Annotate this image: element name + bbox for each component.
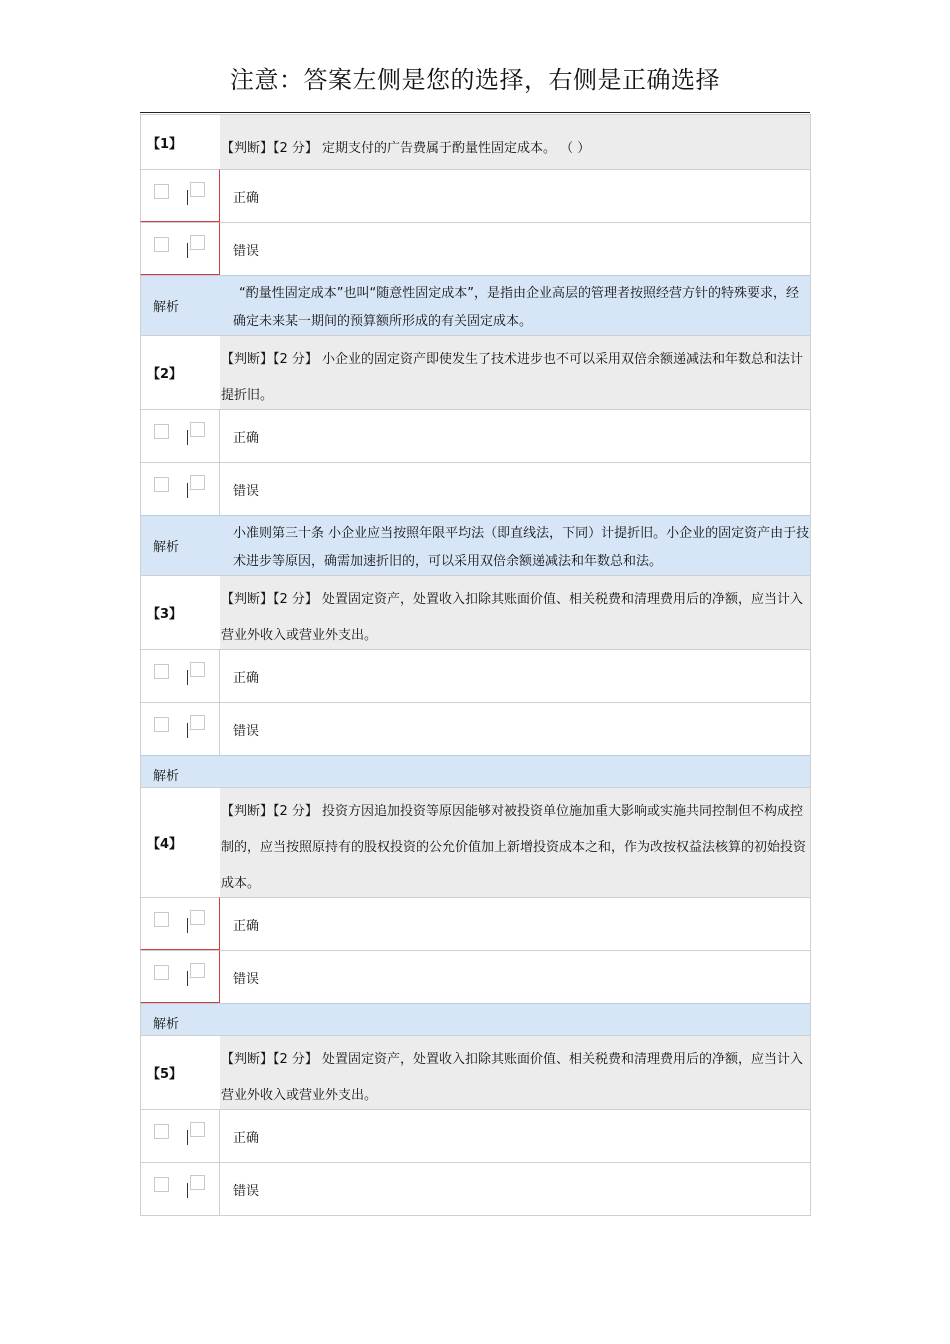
question-text: 【判断】【2 分】 处置固定资产，处置收入扣除其账面价值、相关税费和清理费用后的净额，应当计入营业外收入或营业外支出。 [220, 1035, 810, 1109]
explanation-row [140, 515, 810, 575]
option-row[interactable] [140, 897, 810, 950]
flag-icon [187, 235, 207, 261]
question-text: 【判断】【2 分】 处置固定资产，处置收入扣除其账面价值、相关税费和清理费用后的净额，应当计入营业外收入或营业外支出。 [220, 575, 810, 649]
flag-icon [187, 715, 207, 741]
page-title: 注意：答案左侧是您的选择，右侧是正确选择 [230, 66, 720, 94]
question-row [140, 575, 810, 649]
flag-icon [187, 182, 207, 208]
flag-icon [187, 1175, 207, 1201]
question-number: 【2】 [140, 335, 220, 409]
your-choice-checkbox[interactable] [154, 184, 169, 199]
option-label: 正确 [220, 1109, 810, 1162]
question-text: 【判断】【2 分】 小企业的固定资产即使发生了技术进步也不可以采用双倍余额递减法和年数总和法计提折旧。 [220, 335, 810, 409]
flag-icon [187, 422, 207, 448]
option-row[interactable] [140, 222, 810, 275]
your-choice-checkbox[interactable] [154, 717, 169, 732]
answer-marks [140, 169, 220, 222]
question-number: 【1】 [140, 114, 220, 169]
answer-marks [140, 649, 220, 702]
quiz-table [140, 114, 811, 1216]
question-row [140, 114, 810, 169]
answer-marks [140, 1109, 220, 1162]
your-choice-checkbox[interactable] [154, 424, 169, 439]
your-choice-checkbox[interactable] [154, 965, 169, 980]
option-row[interactable] [140, 649, 810, 702]
explanation-label: 解析 [140, 755, 220, 787]
flag-icon [187, 963, 207, 989]
answer-marks [140, 702, 220, 755]
question-row [140, 1035, 810, 1109]
option-row[interactable] [140, 702, 810, 755]
option-row[interactable] [140, 409, 810, 462]
explanation-row [140, 275, 810, 335]
flag-icon [187, 662, 207, 688]
explanation-text: 小准则第三十条 小企业应当按照年限平均法（即直线法，下同）计提折旧。小企业的固定资产由于技术进步等原因，确需加速折旧的，可以采用双倍余额递减法和年数总和法。 [220, 515, 810, 575]
answer-marks [140, 462, 220, 515]
option-label: 正确 [220, 409, 810, 462]
your-choice-checkbox[interactable] [154, 477, 169, 492]
answer-marks [140, 950, 220, 1003]
explanation-row [140, 755, 810, 787]
explanation-text [220, 755, 810, 787]
option-row[interactable] [140, 1162, 810, 1215]
question-text: 【判断】【2 分】 投资方因追加投资等原因能够对被投资单位施加重大影响或实施共同控制但不构成控制的，应当按照原持有的股权投资的公允价值加上新增投资成本之和，作为改按权益法核算的初始投资成本。 [220, 787, 810, 897]
option-label: 错误 [220, 1162, 810, 1215]
option-row[interactable] [140, 169, 810, 222]
explanation-row [140, 1003, 810, 1035]
question-number: 【5】 [140, 1035, 220, 1109]
answer-marks [140, 222, 220, 275]
question-row [140, 335, 810, 409]
your-choice-checkbox[interactable] [154, 664, 169, 679]
question-number: 【4】 [140, 787, 220, 897]
option-row[interactable] [140, 1109, 810, 1162]
your-choice-checkbox[interactable] [154, 237, 169, 252]
question-text: 【判断】【2 分】 定期支付的广告费属于酌量性固定成本。 （ ） [220, 114, 810, 169]
your-choice-checkbox[interactable] [154, 1177, 169, 1192]
title-divider [140, 112, 810, 113]
option-row[interactable] [140, 462, 810, 515]
flag-icon [187, 910, 207, 936]
option-label: 正确 [220, 649, 810, 702]
explanation-text [220, 1003, 810, 1035]
flag-icon [187, 475, 207, 501]
option-label: 错误 [220, 950, 810, 1003]
option-row[interactable] [140, 950, 810, 1003]
explanation-text: “酌量性固定成本”也叫“随意性固定成本”，是指由企业高层的管理者按照经营方针的特殊要求，经确定未来某一期间的预算额所形成的有关固定成本。 [220, 275, 810, 335]
option-label: 正确 [220, 897, 810, 950]
explanation-label: 解析 [140, 515, 220, 575]
answer-marks [140, 409, 220, 462]
your-choice-checkbox[interactable] [154, 1124, 169, 1139]
answer-marks [140, 897, 220, 950]
explanation-label: 解析 [140, 275, 220, 335]
option-label: 正确 [220, 169, 810, 222]
question-number: 【3】 [140, 575, 220, 649]
option-label: 错误 [220, 462, 810, 515]
option-label: 错误 [220, 702, 810, 755]
question-row [140, 787, 810, 897]
option-label: 错误 [220, 222, 810, 275]
explanation-label: 解析 [140, 1003, 220, 1035]
your-choice-checkbox[interactable] [154, 912, 169, 927]
answer-marks [140, 1162, 220, 1215]
flag-icon [187, 1122, 207, 1148]
